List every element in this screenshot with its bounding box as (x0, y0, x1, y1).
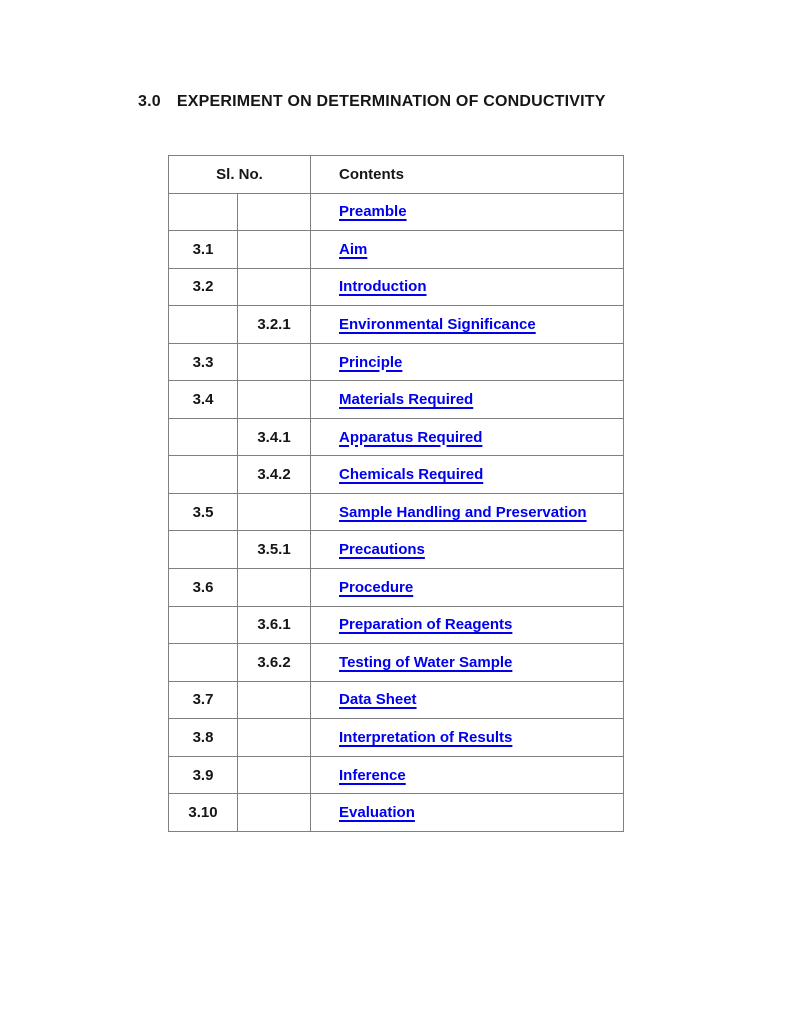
sl-no-cell: 3.9 (169, 756, 238, 794)
contents-cell (311, 569, 624, 607)
toc-link-interpretation-of-results[interactable]: Interpretation of Results (339, 728, 513, 746)
sub-no-cell: 3.2.1 (238, 306, 311, 344)
table-row (169, 606, 624, 644)
sub-no-cell (238, 756, 311, 794)
sub-no-cell: 3.4.2 (238, 456, 311, 494)
table-row (169, 756, 624, 794)
sl-no-cell: 3.6 (169, 569, 238, 607)
sl-no-cell (169, 606, 238, 644)
contents-cell (311, 719, 624, 757)
sub-no-cell: 3.6.1 (238, 606, 311, 644)
table-row (169, 268, 624, 306)
contents-column-header: Contents (311, 156, 624, 194)
contents-cell (311, 644, 624, 682)
sub-no-cell (238, 231, 311, 269)
contents-cell (311, 794, 624, 832)
table-row (169, 456, 624, 494)
toc-link-aim[interactable]: Aim (339, 240, 368, 258)
sl-no-cell: 3.10 (169, 794, 238, 832)
sl-no-cell: 3.2 (169, 268, 238, 306)
sub-no-cell (238, 381, 311, 419)
toc-link-preparation-of-reagents[interactable]: Preparation of Reagents (339, 616, 513, 634)
toc-link-introduction[interactable]: Introduction (339, 278, 427, 296)
table-header-row (169, 156, 624, 194)
contents-cell (311, 381, 624, 419)
contents-cell (311, 343, 624, 381)
toc-link-chemicals-required[interactable]: Chemicals Required (339, 466, 484, 484)
sl-no-cell (169, 531, 238, 569)
toc-link-data-sheet[interactable]: Data Sheet (339, 691, 417, 709)
sub-no-cell (238, 268, 311, 306)
sl-no-cell (169, 418, 238, 456)
table-row (169, 794, 624, 832)
sl-no-cell: 3.5 (169, 493, 238, 531)
contents-cell (311, 306, 624, 344)
toc-link-principle[interactable]: Principle (339, 353, 403, 371)
sub-no-cell (238, 193, 311, 231)
table-row (169, 719, 624, 757)
sl-no-cell: 3.8 (169, 719, 238, 757)
contents-cell (311, 606, 624, 644)
toc-link-evaluation[interactable]: Evaluation (339, 804, 415, 822)
sub-no-cell (238, 681, 311, 719)
toc-link-apparatus-required[interactable]: Apparatus Required (339, 428, 483, 446)
table-row (169, 343, 624, 381)
sl-no-cell (169, 644, 238, 682)
contents-cell (311, 531, 624, 569)
sub-no-cell (238, 493, 311, 531)
contents-cell (311, 456, 624, 494)
sub-no-cell: 3.6.2 (238, 644, 311, 682)
table-row (169, 681, 624, 719)
section-number: 3.0 (138, 93, 161, 110)
sl-no-cell (169, 456, 238, 494)
contents-cell (311, 418, 624, 456)
sl-no-cell: 3.4 (169, 381, 238, 419)
sl-no-cell (169, 193, 238, 231)
contents-cell (311, 193, 624, 231)
table-row (169, 381, 624, 419)
sl-no-cell (169, 306, 238, 344)
toc-link-environmental-significance[interactable]: Environmental Significance (339, 315, 536, 333)
toc-link-procedure[interactable]: Procedure (339, 578, 414, 596)
sl-no-cell: 3.3 (169, 343, 238, 381)
table-row (169, 569, 624, 607)
sub-no-cell (238, 343, 311, 381)
toc-link-materials-required[interactable]: Materials Required (339, 391, 474, 409)
table-row (169, 418, 624, 456)
sl-no-cell: 3.7 (169, 681, 238, 719)
contents-cell (311, 681, 624, 719)
table-row (169, 531, 624, 569)
sub-no-cell: 3.4.1 (238, 418, 311, 456)
contents-cell (311, 231, 624, 269)
contents-cell (311, 493, 624, 531)
sub-no-cell (238, 569, 311, 607)
section-title: EXPERIMENT ON DETERMINATION OF CONDUCTIVITY (176, 93, 606, 110)
table-row (169, 306, 624, 344)
sub-no-cell: 3.5.1 (238, 531, 311, 569)
toc-link-precautions[interactable]: Precautions (339, 541, 425, 559)
toc-link-sample-handling-and-preservation[interactable]: Sample Handling and Preservation (339, 503, 587, 521)
page-title (138, 93, 606, 111)
table-row (169, 193, 624, 231)
sl-no-cell: 3.1 (169, 231, 238, 269)
table-row (169, 231, 624, 269)
contents-cell (311, 268, 624, 306)
toc-link-inference[interactable]: Inference (339, 766, 406, 784)
toc-link-testing-of-water-sample[interactable]: Testing of Water Sample (339, 653, 513, 671)
table-row (169, 644, 624, 682)
contents-table (168, 155, 624, 832)
sub-no-cell (238, 719, 311, 757)
toc-link-preamble[interactable]: Preamble (339, 203, 407, 221)
sl-no-column-header: Sl. No. (169, 156, 311, 194)
contents-cell (311, 756, 624, 794)
sub-no-cell (238, 794, 311, 832)
table-row (169, 493, 624, 531)
